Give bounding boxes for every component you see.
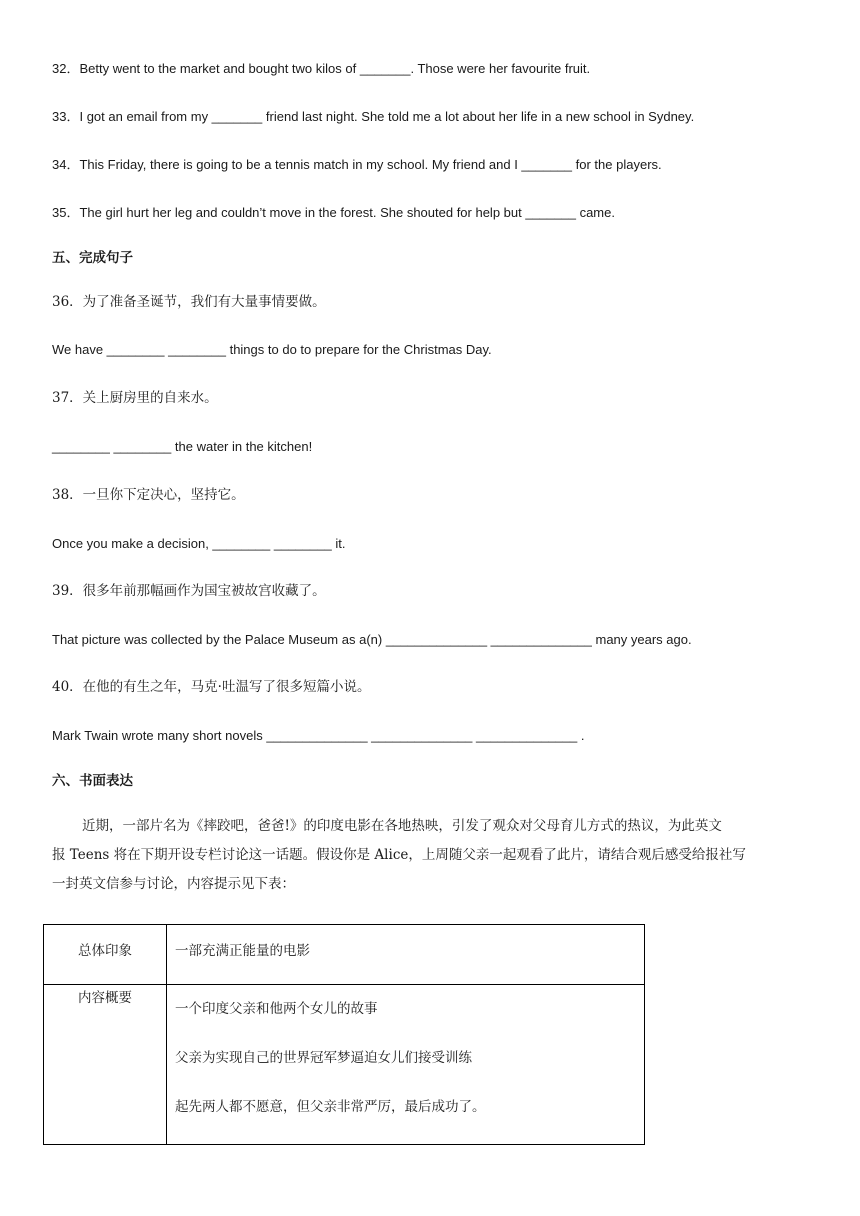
summary-line: 一个印度父亲和他两个女儿的故事	[175, 1001, 378, 1017]
question-text: The girl hurt her leg and couldn’t move in the forest. She shouted for help but _______ came.	[79, 205, 615, 220]
question-35	[52, 204, 615, 222]
question-text: Betty went to the market and bought two kilos of _______. Those were her favourite fruit.	[79, 61, 591, 76]
item-36-english: We have ________ ________ things to do to prepare for the Christmas Day.	[52, 342, 492, 357]
content-table	[43, 924, 645, 1145]
item-39-chinese: 39．很多年前那幅画作为国宝被故宫收藏了。	[52, 583, 326, 599]
prompt-line: 报 Teens 将在下期开设专栏讨论这一话题。假设你是 Alice，上周随父亲一起观看了此片，请结合观后感受给报社写	[52, 847, 746, 863]
item-40-english: Mark Twain wrote many short novels ______________ ______________ ______________ .	[52, 728, 585, 743]
table-row	[44, 985, 645, 1145]
question-number: 35．	[52, 205, 80, 220]
writing-prompt	[52, 812, 812, 899]
item-37-chinese: 37．关上厨房里的自来水。	[52, 390, 218, 406]
item-40-chinese: 40．在他的有生之年，马克·吐温写了很多短篇小说。	[52, 679, 371, 695]
table-label-summary: 内容概要	[44, 985, 167, 1145]
item-39-english: That picture was collected by the Palace Museum as a(n) ______________ ______________ many years ago.	[52, 632, 692, 647]
item-38-chinese: 38．一旦你下定决心，坚持它。	[52, 487, 245, 503]
question-number: 34．	[52, 157, 80, 172]
item-36-chinese: 36．为了准备圣诞节，我们有大量事情要做。	[52, 294, 326, 310]
question-number: 32．	[52, 61, 80, 76]
table-value-overall: 一部充满正能量的电影	[167, 925, 645, 985]
question-text: This Friday, there is going to be a tennis match in my school. My friend and I _______ for the players.	[79, 157, 662, 172]
prompt-line: 一封英文信参与讨论，内容提示见下表：	[52, 876, 295, 892]
table-value-summary	[167, 985, 645, 1145]
section-6-heading: 六、书面表达	[52, 773, 133, 789]
question-34	[52, 156, 662, 174]
prompt-line: 近期，一部片名为《摔跤吧，爸爸!》的印度电影在各地热映，引发了观众对父母育儿方式的热议，为此英文	[82, 818, 722, 834]
table-row	[44, 925, 645, 985]
summary-line: 父亲为实现自己的世界冠军梦逼迫女儿们接受训练	[175, 1050, 472, 1066]
item-37-english: ________ ________ the water in the kitchen!	[52, 439, 313, 454]
question-text: I got an email from my _______ friend last night. She told me a lot about her life in a new school in Sydney.	[79, 109, 695, 124]
section-5-heading: 五、完成句子	[52, 250, 133, 266]
summary-line: 起先两人都不愿意，但父亲非常严厉，最后成功了。	[175, 1099, 486, 1115]
question-33	[52, 108, 694, 126]
table-label-overall: 总体印象	[44, 925, 167, 985]
question-number: 33．	[52, 109, 80, 124]
item-38-english: Once you make a decision, ________ ________ it.	[52, 536, 346, 551]
question-32	[52, 60, 590, 78]
